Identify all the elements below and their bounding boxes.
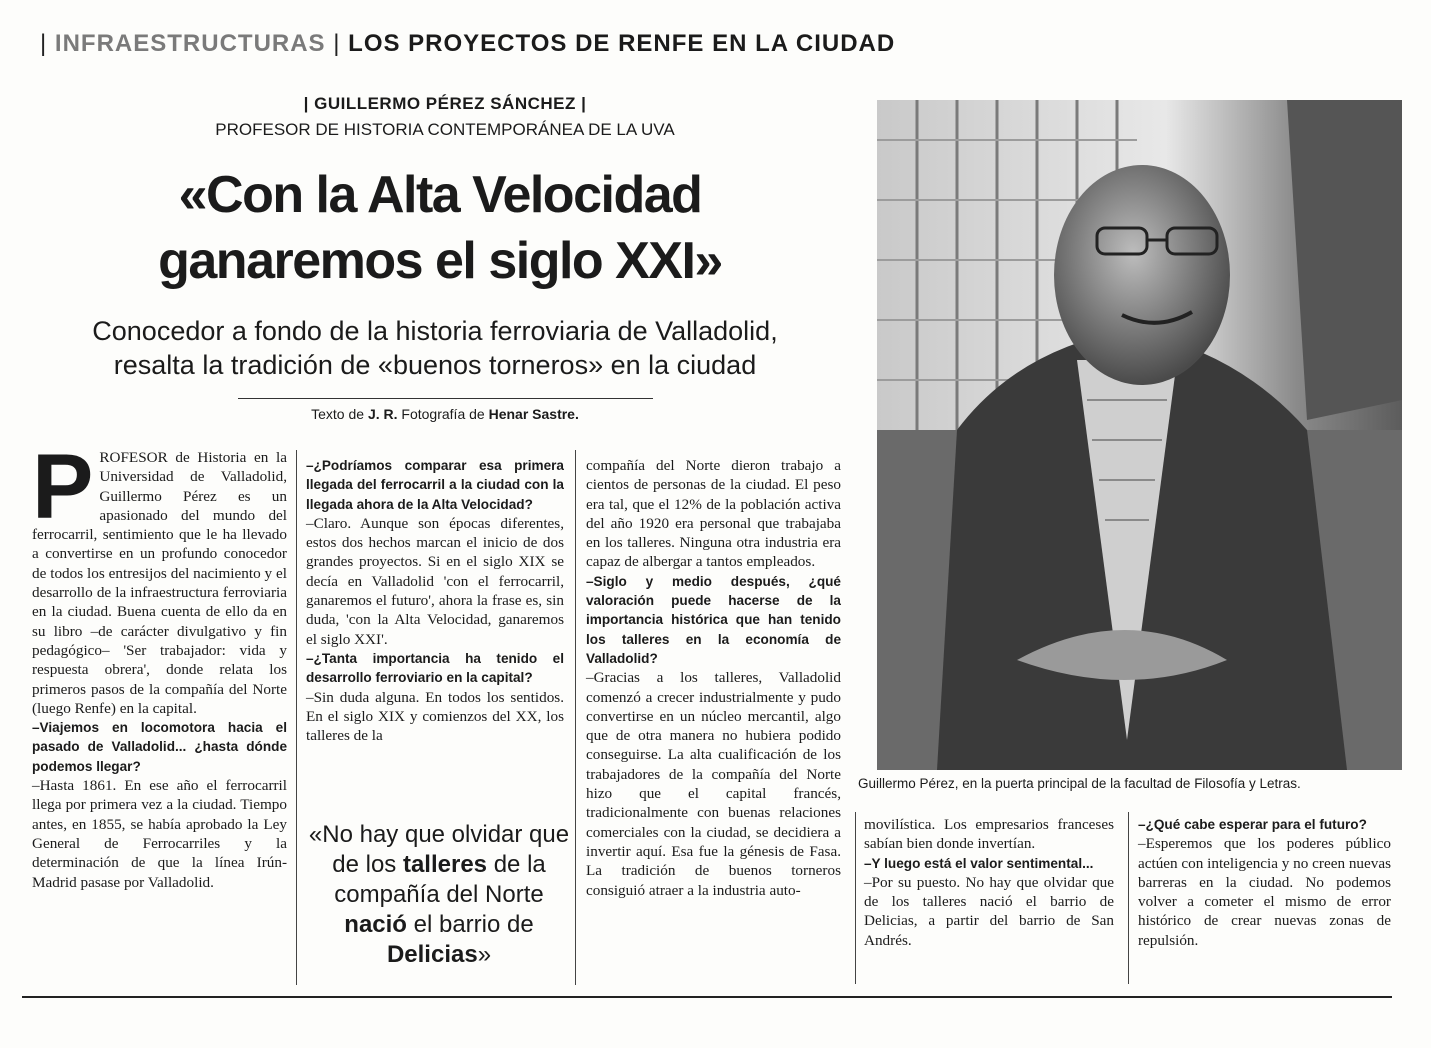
credits-text-author: J. R. (367, 406, 398, 422)
section-bar: | (40, 30, 55, 57)
question: –¿Podríamos comparar esa primera llegada del ferrocarril a la ciudad con la llegada ahora de la Alta Velocidad? (306, 458, 564, 512)
question: –¿Tanta importancia ha tenido el desarrollo ferroviario en la capital? (306, 650, 564, 686)
headline (80, 162, 800, 294)
credits-photo-author: Henar Sastre. (488, 406, 579, 422)
pull-quote (308, 820, 570, 970)
answer: –Por su puesto. No hay que olvidar que de los talleres nació el barrio de Delicias, a partir del barrio de San Andrés. (864, 873, 1114, 949)
author-role: PROFESOR DE HISTORIA CONTEMPORÁNEA DE LA UVA (215, 120, 675, 139)
section-divider: | (325, 30, 349, 57)
credits-text-prefix: Texto de (311, 406, 368, 422)
article-column-5 (1138, 815, 1391, 950)
pull-quote-text: » (477, 941, 492, 968)
pull-quote-text: «No hay que olvidar que de los (308, 821, 570, 878)
question: –Viajemos en locomotora hacia el pasado de Valladolid... ¿hasta dónde podemos llegar? (32, 720, 287, 774)
answer: –Hasta 1861. En ese año el ferrocarril llega por primera vez a la ciudad. Tiempo antes, en 1855, se había aprobado la Ley General de Ferrocarriles y la determinación de que la línea Irún-Madrid pasase por Valladolid. (32, 777, 287, 891)
headline-line-1: «Con la Alta Velocidad (178, 166, 702, 224)
column-separator (575, 450, 576, 985)
subtitle (40, 314, 830, 382)
author-name: GUILLERMO PÉREZ SÁNCHEZ (314, 94, 576, 113)
section-label: INFRAESTRUCTURAS (54, 30, 326, 57)
pull-quote-text: el barrio de (406, 911, 534, 938)
column-separator (296, 450, 297, 985)
credits-rule (238, 398, 653, 399)
byline: | GUILLERMO PÉREZ SÁNCHEZ | (303, 94, 587, 113)
column-separator (855, 812, 856, 984)
question: –Y luego está el valor sentimental... (864, 855, 1094, 871)
answer: compañía del Norte dieron trabajo a cientos de personas de la ciudad. El peso era tal, que el 12% de la población activa del año 1920 era personal que trabajaba en los talleres. Ninguna otra industria era capaz de albergar a tantos empleados. (586, 457, 841, 571)
section-header (40, 30, 895, 58)
answer: –Gracias a los talleres, Valladolid comenzó a crecer industrialmente y pudo convertirse en un núcleo mercantil, algo que de otra manera no hubiera podido conseguirse. La alta cualificación de los trabajadores de la compañía del Norte hizo que el capital francés, tradicionalmente con buenas relaciones comerciales con la ciudad, se decidiera a invertir aquí. Esa fue la génesis de Fasa. La tradición de buenos torneros consiguió atraer a la industria auto- (586, 669, 841, 899)
headline-line-2: ganaremos el siglo XXI» (158, 232, 722, 290)
pull-quote-emphasis: Delicias (386, 941, 478, 968)
answer: movilística. Los empresarios franceses sabían bien donde invertían. (864, 816, 1114, 853)
credits (250, 406, 640, 422)
subtitle-line-2: resalta la tradición de «buenos torneros» en la ciudad (113, 350, 757, 380)
intro-paragraph: ROFESOR de Historia en la Universidad de Valladolid, Guillermo Pérez es un apasionado del mundo del ferrocarril, sentimiento que le ha llevado a convertirse en un profundo conocedor de todos los entresijos del nacimiento y el desarrollo de la infraestructura ferroviaria en la ciudad. Buena cuenta de ello da en su libro –de carácter divulgativo y fin pedagógico– 'Ser trabajador: vida y respuesta obrera', donde relata los primeros pasos de la compañía del Norte (luego Renfe) en la capital. (32, 449, 287, 717)
article-column-1 (32, 436, 287, 892)
pull-quote-emphasis: nació (344, 911, 407, 938)
answer: –Esperemos que los poderes público actúen con inteligencia y no creen nuevas barreras en la ciudad. No podemos volver a cometer el mismo de error histórico de crear nuevas zonas de repulsión. (1138, 835, 1392, 949)
question: –¿Qué cabe esperar para el futuro? (1138, 817, 1367, 832)
pull-quote-text: de la compañía del Norte (334, 851, 546, 908)
portrait-photo (877, 100, 1402, 770)
section-title: LOS PROYECTOS DE RENFE EN LA CIUDAD (348, 30, 896, 57)
pull-quote-emphasis: talleres (402, 851, 488, 878)
credits-photo-prefix: Fotografía de (397, 406, 489, 422)
portrait-illustration (877, 100, 1402, 770)
dropcap: P (32, 436, 94, 538)
answer: –Sin duda alguna. En todos los sentidos. En el siglo XIX y comienzos del XX, los talleres de la (306, 688, 564, 745)
article-column-2 (306, 456, 564, 745)
photo-caption: Guillermo Pérez, en la puerta principal de la facultad de Filosofía y Letras. (858, 776, 1301, 791)
bottom-rule (22, 996, 1392, 998)
column-separator (1128, 812, 1129, 984)
subtitle-line-1: Conocedor a fondo de la historia ferroviaria de Valladolid, (92, 316, 778, 346)
answer: –Claro. Aunque son épocas diferentes, estos dos hechos marcan el inicio de dos grandes proyectos. Si en el siglo XIX se decía en Valladolid 'con el ferrocarril, ganaremos el futuro', ahora la frase es, sin duda, 'con la Alta Velocidad, ganaremos el siglo XXI'. (306, 514, 564, 648)
article-column-4 (864, 815, 1114, 950)
article-column-3 (586, 456, 841, 900)
question: –Siglo y medio después, ¿qué valoración puede hacerse de la importancia histórica que han tenido los talleres en la economía de Valladolid? (586, 573, 841, 666)
